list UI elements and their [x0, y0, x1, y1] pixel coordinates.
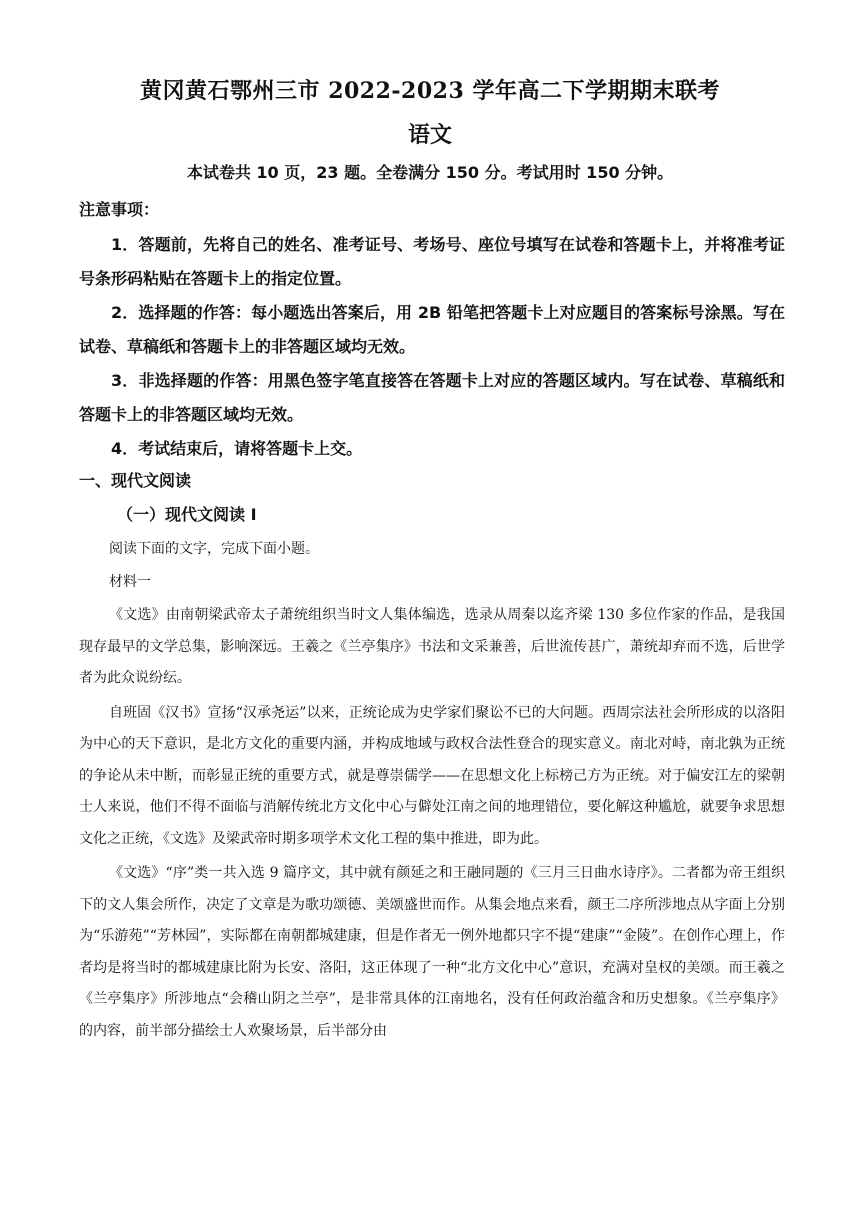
notice-heading: 注意事项：	[79, 200, 160, 219]
section-heading: 一、现代文阅读	[79, 471, 192, 490]
reading-instruction: 阅读下面的文字，完成下面小题。	[109, 541, 319, 557]
material-paragraph: 自班固《汉书》宣扬“汉承尧运”以来，正统论成为史学家们聚讼不已的大问题。西周宗法社会所形成的以洛阳为中心的天下意识，是北方文化的重要内涵，并构成地域与政权合法性登合的现实意义。南北对峙，南北孰为正统的争论从未中断，而彰显正统的重要方式，就是尊崇儒学——在思想文化上标榜己方为正统。对于偏安江左的梁朝士人来说，他们不得不面临与消解传统北方文化中心与僻处江南之间的地理错位，要化解这种尴尬，就要争求思想文化之正统，《文选》及梁武帝时期多项学术文化工程的集中推进，即为此。	[79, 704, 785, 847]
sub-section-heading: （一）现代文阅读 I	[117, 505, 257, 524]
exam-intro: 本试卷共 10 页，23 题。全卷满分 150 分。考试用时 150 分钟。	[186, 163, 674, 182]
material-body	[79, 600, 785, 1050]
notice-item: 3．非选择题的作答：用黑色签字笔直接答在答题卡上对应的答题区域内。写在试卷、草稿纸和答题卡上的非答题区域均无效。	[79, 371, 785, 424]
notice-item: 1．答题前，先将自己的姓名、准考证号、考场号、座位号填写在试卷和答题卡上，并将准考证号条形码粘贴在答题卡上的指定位置。	[79, 235, 785, 288]
notice-item: 4．考试结束后，请将答题卡上交。	[111, 439, 363, 458]
exam-title: 黄冈黄石鄂州三市 2022-2023 学年高二下学期期末联考	[140, 78, 720, 104]
material-label: 材料一	[109, 574, 151, 590]
notice-item: 2．选择题的作答：每小题选出答案后，用 2B 铅笔把答题卡上对应题目的答案标号涂黑。写在试卷、草稿纸和答题卡上的非答题区域均无效。	[79, 303, 785, 356]
notice-list	[79, 228, 785, 466]
subject-title: 语文	[407, 122, 452, 148]
material-paragraph: 《文选》由南朝梁武帝太子萧统组织当时文人集体编选，选录从周秦以迄齐梁 130 多位作家的作品，是我国现存最早的文学总集，影响深远。王羲之《兰亭集序》书法和文采兼善，后世流传甚广，萧统却弃而不选，后世学者为此众说纷纭。	[79, 607, 785, 686]
material-paragraph: 《文选》“序”类一共入选 9 篇序文，其中就有颜延之和王融同题的《三月三日曲水诗序》。二者都为帝王组织下的文人集会所作，决定了文章是为歌功颂德、美颂盛世而作。从集会地点来看，颜王二序所涉地点从字面上分别为“乐游苑”“芳林园”，实际都在南朝都城建康，但是作者无一例外地都只字不提“建康”“金陵”。在创作心理上，作者均是将当时的都城建康比附为长安、洛阳，这正体现了一种“北方文化中心”意识，充满对皇权的美颂。而王羲之《兰亭集序》所涉地点“会稽山阴之兰亭”，是非常具体的江南地名，没有任何政治蕴含和历史想象。《兰亭集序》的内容，前半部分描绘士人欢聚场景，后半部分由	[79, 865, 785, 1039]
